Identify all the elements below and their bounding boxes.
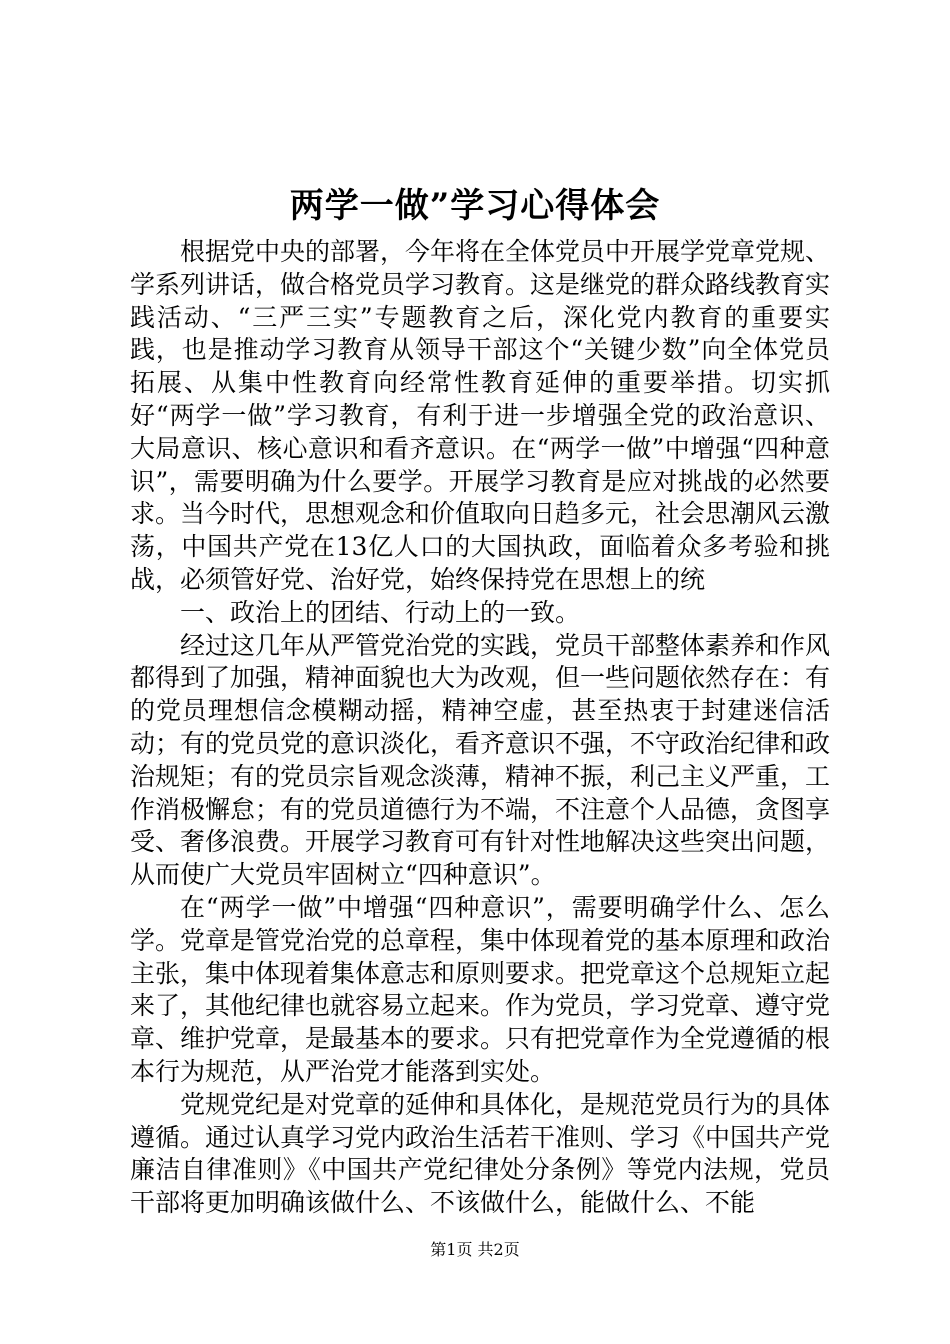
paragraph-party-constitution: 在“两学一做”中增强“四种意识”，需要明确学什么、怎么学。党章是管党治党的总章程，集中体现着党的基本原理和政治主张，集中体现着集体意志和原则要求。把党章这个总规矩立起来了，其他纪律也就容易立起来。作为党员，学习党章、遵守党章、维护党章，是最基本的要求。只有把党章作为全党遵循的根本行为规范，从严治党才能落到实处。	[130, 892, 831, 1086]
paragraph-party-rules: 党规党纪是对党章的延伸和具体化，是规范党员行为的具体遵循。通过认真学习党内政治生活若干准则、学习《中国共产党廉洁自律准则》《中国共产党纪律处分条例》等党内法规，党员干部将更加明确该做什么、不该做什么，能做什么、不能	[130, 1089, 831, 1218]
paragraph-intro: 根据党中央的部署，今年将在全体党员中开展学党章党规、学系列讲话，做合格党员学习教育。这是继党的群众路线教育实践活动、“三严三实”专题教育之后，深化党内教育的重要实践，也是推动学习教育从领导干部这个“关键少数”向全体党员拓展、从集中性教育向经常性教育延伸的重要举措。切实抓好“两学一做”学习教育，有利于进一步增强全党的政治意识、大局意识、核心意识和看齐意识。在“两学一做”中增强“四种意识”，需要明确为什么要学。开展学习教育是应对挑战的必然要求。当今时代，思想观念和价值取向日趋多元，社会思潮风云激荡，中国共产党在13亿人口的大国执政，面临着众多考验和挑战，必须管好党、治好党，始终保持党在思想上的统	[130, 237, 831, 594]
paragraph-problems: 经过这几年从严管党治党的实践，党员干部整体素养和作风都得到了加强，精神面貌也大为改观，但一些问题依然存在：有的党员理想信念模糊动摇，精神空虚，甚至热衷于封建迷信活动；有的党员党的意识淡化，看齐意识不强，不守政治纪律和政治规矩；有的党员宗旨观念淡薄，精神不振，利己主义严重，工作消极懈怠；有的党员道德行为不端，不注意个人品德，贪图享受、奢侈浪费。开展学习教育可有针对性地解决这些突出问题，从而使广大党员牢固树立“四种意识”。	[130, 630, 831, 890]
page-number-footer: 第1页 共2页	[430, 1240, 520, 1259]
document-body	[130, 236, 830, 1220]
document-title: 两学一做”学习心得体会	[289, 186, 661, 226]
paragraph-heading-one: 一、政治上的团结、行动上的一致。	[180, 597, 581, 627]
